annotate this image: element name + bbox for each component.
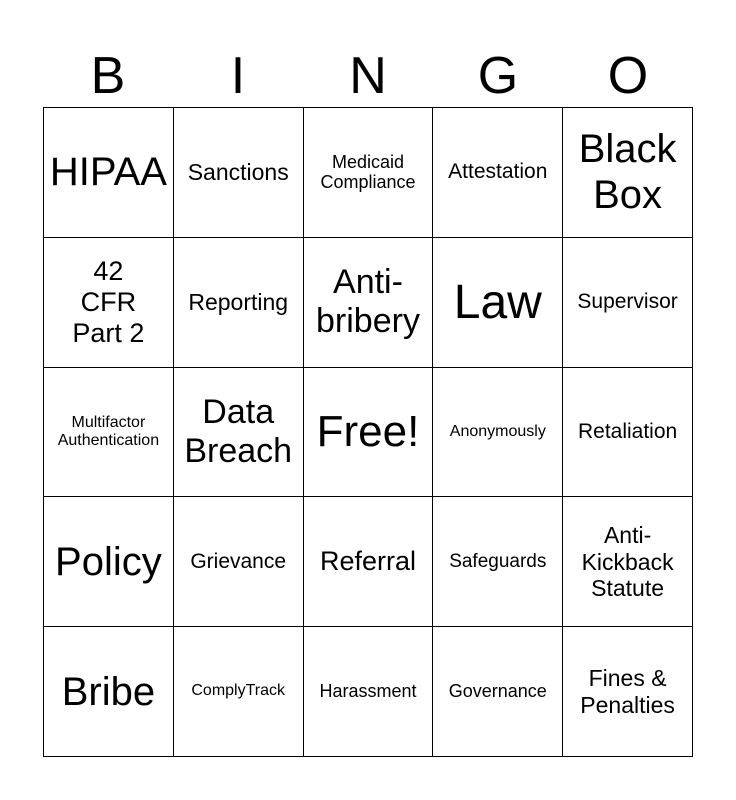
bingo-cell[interactable] [174,497,304,627]
cell-text: Law [453,275,542,329]
bingo-cell[interactable] [304,108,434,238]
cell-text: Reporting [188,288,289,315]
cell-text: Policy [55,539,162,584]
bingo-header [43,44,693,108]
cell-text: Safeguards [449,550,547,572]
bingo-cell[interactable] [433,627,563,757]
bingo-cell[interactable] [44,108,174,238]
cell-text: Grievance [190,549,287,573]
bingo-cell[interactable] [563,497,693,627]
bingo-cell[interactable] [563,627,693,757]
cell-text: Supervisor [577,290,678,314]
header-letter-i: I [230,47,246,105]
header-letter-n: N [349,47,387,105]
bingo-cell[interactable] [44,238,174,368]
bingo-cell[interactable] [174,108,304,238]
cell-text: Black Box [578,127,677,218]
bingo-cell[interactable] [433,497,563,627]
cell-text: Harassment [319,681,417,702]
header-letter-o: O [607,47,649,105]
bingo-cell[interactable] [433,108,563,238]
cell-text: Attestation [448,160,548,184]
bingo-board [43,107,693,757]
cell-text: 42 CFR Part 2 [72,255,145,348]
cell-text: Anonymously [449,422,546,440]
cell-text: Anti- bribery [316,263,420,341]
cell-text: Referral [319,546,416,577]
header-letter-b: B [90,47,126,105]
bingo-cell[interactable] [304,627,434,757]
bingo-cell[interactable] [174,627,304,757]
cell-text: Bribe [61,669,156,714]
bingo-cell[interactable] [563,108,693,238]
cell-text: Free! [316,406,420,456]
cell-text: ComplyTrack [191,682,286,700]
cell-text: Sanctions [187,159,289,186]
cell-text: Retaliation [577,419,678,443]
bingo-cell[interactable] [304,497,434,627]
cell-text: HIPAA [49,150,167,195]
bingo-cell[interactable] [304,238,434,368]
bingo-cell[interactable] [433,238,563,368]
cell-text: Medicaid Compliance [320,151,416,193]
cell-text: Anti- Kickback Statute [581,522,674,601]
cell-text: Fines & Penalties [580,665,675,718]
free-space[interactable] [304,368,434,498]
bingo-cell[interactable] [44,368,174,498]
bingo-cell[interactable] [433,368,563,498]
cell-text: Governance [448,681,547,702]
bingo-cell[interactable] [563,368,693,498]
bingo-cell[interactable] [44,627,174,757]
bingo-cell[interactable] [174,368,304,498]
header-letter-g: G [477,47,519,105]
cell-text: Multifactor Authentication [57,413,160,449]
bingo-cell[interactable] [44,497,174,627]
cell-text: Data Breach [184,392,293,470]
bingo-cell[interactable] [174,238,304,368]
bingo-cell[interactable] [563,238,693,368]
